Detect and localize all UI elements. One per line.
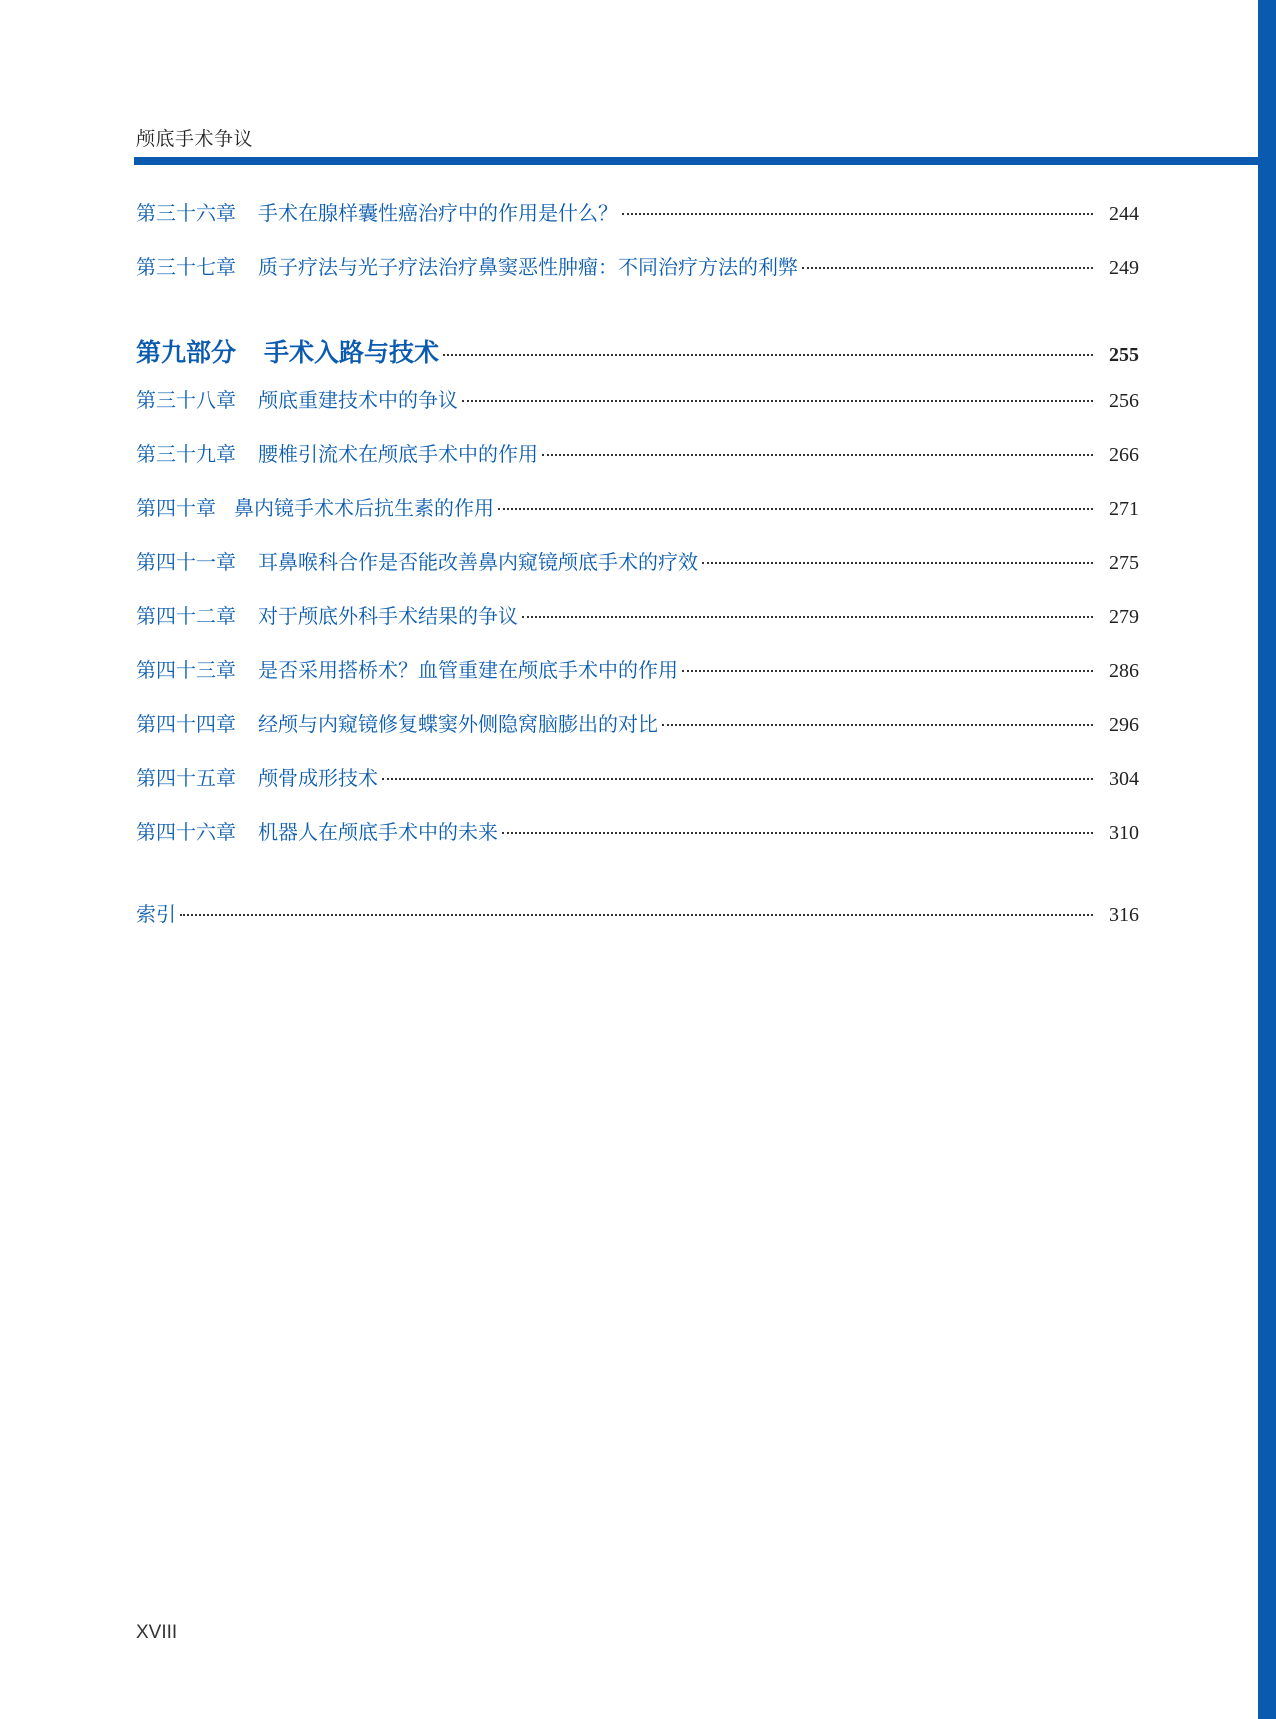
toc-entry-chapter-45[interactable] xyxy=(136,762,1139,791)
part-number: 第九部分 xyxy=(136,338,237,367)
header-rule xyxy=(134,157,1258,165)
chapter-number: 第三十八章 xyxy=(136,388,236,412)
chapter-number: 第四十五章 xyxy=(136,766,236,790)
toc-entry-chapter-37[interactable] xyxy=(136,251,1139,280)
chapter-number: 第四十一章 xyxy=(136,550,236,574)
dot-leader xyxy=(443,354,1093,356)
dot-leader xyxy=(180,914,1093,916)
toc-entry-chapter-43[interactable] xyxy=(136,654,1139,683)
chapter-title: 颅骨成形技术 xyxy=(258,766,378,790)
toc-entry-chapter-42[interactable] xyxy=(136,600,1139,629)
page-number: 244 xyxy=(1109,203,1139,225)
dot-leader xyxy=(542,454,1093,456)
toc-entry-chapter-38[interactable] xyxy=(136,384,1139,413)
chapter-number: 第三十九章 xyxy=(136,442,236,466)
dot-leader xyxy=(682,670,1093,672)
dot-leader xyxy=(662,724,1093,726)
part-title: 手术入路与技术 xyxy=(264,338,440,367)
toc-entry-chapter-36[interactable] xyxy=(136,197,1139,226)
dot-leader xyxy=(502,832,1093,834)
page-number: 249 xyxy=(1109,257,1139,279)
chapter-title: 鼻内镜手术术后抗生素的作用 xyxy=(234,496,494,520)
page-number: 286 xyxy=(1109,660,1139,682)
chapter-title: 是否采用搭桥术？血管重建在颅底手术中的作用 xyxy=(258,658,678,682)
dot-leader xyxy=(498,508,1093,510)
page-number: 255 xyxy=(1109,344,1139,366)
chapter-number: 第三十七章 xyxy=(136,255,236,279)
dot-leader xyxy=(522,616,1093,618)
running-head: 颅底手术争议 xyxy=(136,128,254,150)
page-number: 279 xyxy=(1109,606,1139,628)
chapter-title: 质子疗法与光子疗法治疗鼻窦恶性肿瘤：不同治疗方法的利弊 xyxy=(258,255,798,279)
toc-entry-index[interactable] xyxy=(136,898,1139,927)
chapter-number: 第三十六章 xyxy=(136,201,236,225)
page-number: 266 xyxy=(1109,444,1139,466)
folio-page-number: XVIII xyxy=(136,1622,178,1643)
toc-entry-chapter-41[interactable] xyxy=(136,546,1139,575)
chapter-number: 第四十四章 xyxy=(136,712,236,736)
dot-leader xyxy=(702,562,1093,564)
page-number: 271 xyxy=(1109,498,1139,520)
chapter-title: 手术在腺样囊性癌治疗中的作用是什么？ xyxy=(258,201,618,225)
page-number: 316 xyxy=(1109,904,1139,926)
toc-entry-chapter-46[interactable] xyxy=(136,816,1139,845)
toc-entry-chapter-40[interactable] xyxy=(136,492,1139,521)
chapter-title: 耳鼻喉科合作是否能改善鼻内窥镜颅底手术的疗效 xyxy=(258,550,698,574)
page-edge-color-bar xyxy=(1258,0,1276,1719)
index-title: 索引 xyxy=(136,902,176,926)
chapter-number: 第四十章 xyxy=(136,496,216,520)
chapter-number: 第四十六章 xyxy=(136,820,236,844)
chapter-number: 第四十二章 xyxy=(136,604,236,628)
page-number: 296 xyxy=(1109,714,1139,736)
dot-leader xyxy=(462,400,1093,402)
toc-entry-chapter-44[interactable] xyxy=(136,708,1139,737)
chapter-title: 对于颅底外科手术结果的争议 xyxy=(258,604,518,628)
chapter-title: 腰椎引流术在颅底手术中的作用 xyxy=(258,442,538,466)
toc-entry-part-9[interactable] xyxy=(136,333,1139,369)
chapter-number: 第四十三章 xyxy=(136,658,236,682)
chapter-title: 颅底重建技术中的争议 xyxy=(258,388,458,412)
dot-leader xyxy=(622,213,1093,215)
page-number: 275 xyxy=(1109,552,1139,574)
dot-leader xyxy=(382,778,1093,780)
chapter-title: 经颅与内窥镜修复蝶窦外侧隐窝脑膨出的对比 xyxy=(258,712,658,736)
page-number: 310 xyxy=(1109,822,1139,844)
page-number: 304 xyxy=(1109,768,1139,790)
dot-leader xyxy=(802,267,1093,269)
chapter-title: 机器人在颅底手术中的未来 xyxy=(258,820,498,844)
toc-entry-chapter-39[interactable] xyxy=(136,438,1139,467)
page-number: 256 xyxy=(1109,390,1139,412)
